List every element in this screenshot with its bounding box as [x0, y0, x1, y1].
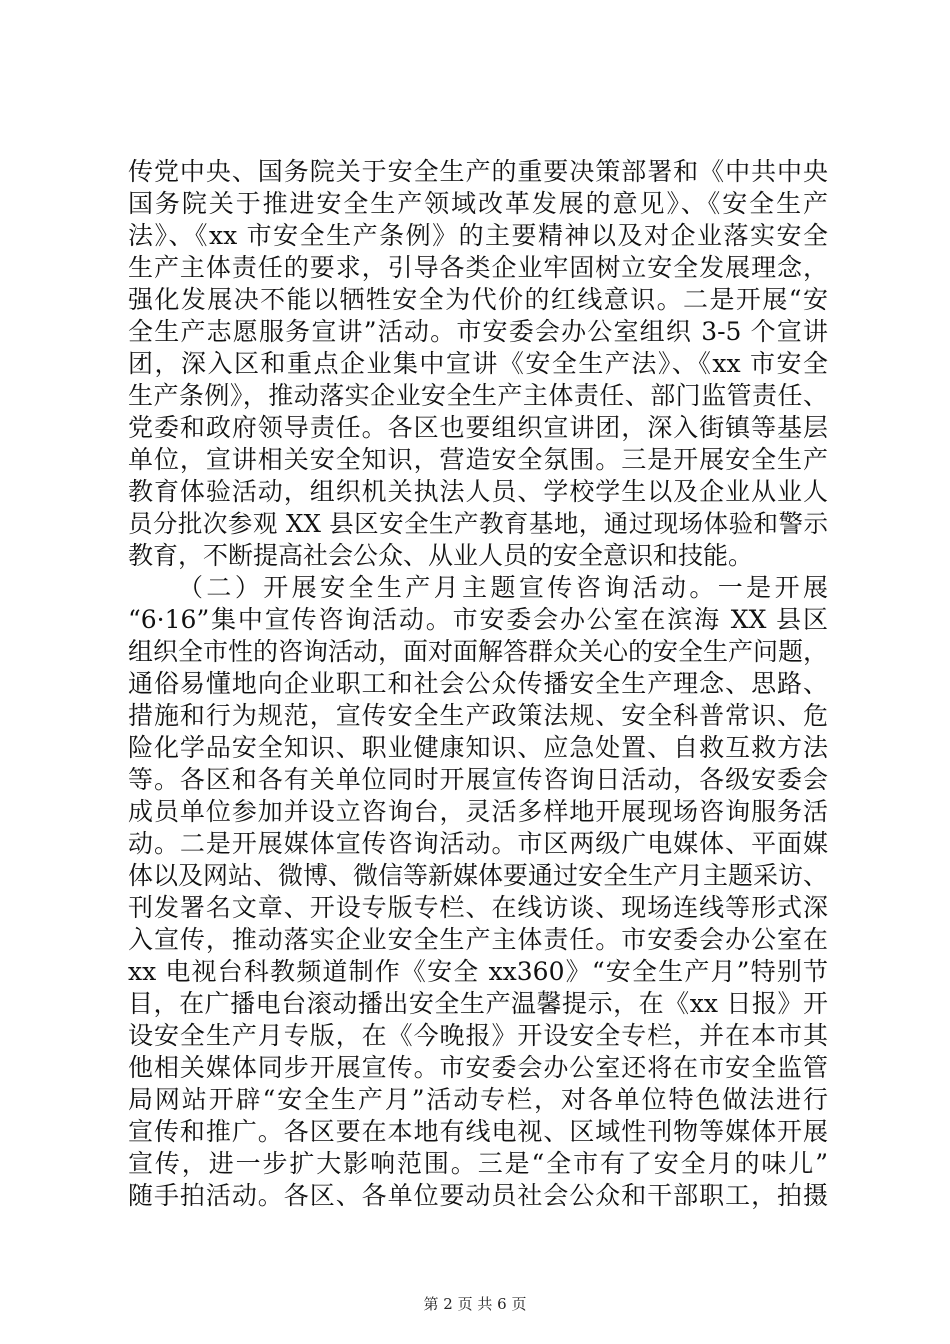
text-line: 法》、《xx 市安全生产条例》的主要精神以及对企业落实安全 [128, 221, 828, 250]
text-line: 员分批次参观 XX 县区安全生产教育基地，通过现场体验和警示 [128, 509, 828, 538]
text-line: 团，深入区和重点企业集中宣讲《安全生产法》、《xx 市安全 [128, 349, 828, 378]
text-line: 教育体验活动，组织机关执法人员、学校学生以及企业从业人 [128, 477, 828, 506]
text-line: 险化学品安全知识、职业健康知识、应急处置、自救互救方法 [128, 733, 828, 762]
text-line: 刊发署名文章、开设专版专栏、在线访谈、现场连线等形式深 [128, 893, 828, 922]
paragraph-2 [128, 572, 828, 1212]
text-line: 等。各区和各有关单位同时开展宣传咨询日活动，各级安委会 [128, 765, 828, 794]
text-line: 他相关媒体同步开展宣传。市安委会办公室还将在市安全监管 [128, 1053, 828, 1082]
text-line: 措施和行为规范，宣传安全生产政策法规、安全科普常识、危 [128, 701, 828, 730]
text-line: 传党中央、国务院关于安全生产的重要决策部署和《中共中央 [128, 157, 828, 186]
text-line: 宣传和推广。各区要在本地有线电视、区域性刊物等媒体开展 [128, 1117, 828, 1146]
text-line: （二）开展安全生产月主题宣传咨询活动。一是开展 [178, 573, 828, 602]
document-body [128, 156, 828, 1212]
text-line: 教育，不断提高社会公众、从业人员的安全意识和技能。 [128, 541, 754, 570]
text-line: 单位，宣讲相关安全知识，营造安全氛围。三是开展安全生产 [128, 445, 828, 474]
text-line: 设安全生产月专版，在《今晚报》开设安全专栏，并在本市其 [128, 1021, 828, 1050]
text-line: 全生产志愿服务宣讲”活动。市安委会办公室组织 3-5 个宣讲 [128, 317, 828, 346]
text-line: 组织全市性的咨询活动，面对面解答群众关心的安全生产问题， [128, 637, 829, 666]
text-line: xx 电视台科教频道制作《安全 xx360》“安全生产月”特别节 [128, 957, 828, 986]
text-line: 生产条例》，推动落实企业安全生产主体责任、部门监管责任、 [128, 381, 828, 410]
text-line: 动。二是开展媒体宣传咨询活动。市区两级广电媒体、平面媒 [128, 829, 828, 858]
text-line: 国务院关于推进安全生产领域改革发展的意见》、《安全生产 [128, 189, 828, 218]
text-line: 宣传，进一步扩大影响范围。三是“全市有了安全月的味儿” [128, 1149, 828, 1178]
text-line: 成员单位参加并设立咨询台，灵活多样地开展现场咨询服务活 [128, 797, 828, 826]
text-line: 随手拍活动。各区、各单位要动员社会公众和干部职工，拍摄 [128, 1181, 828, 1210]
text-line: 党委和政府领导责任。各区也要组织宣讲团，深入街镇等基层 [128, 413, 828, 442]
text-line: 强化发展决不能以牺牲安全为代价的红线意识。二是开展“安 [128, 285, 828, 314]
page-number-footer: 第 2 页 共 6 页 [423, 1295, 527, 1313]
text-line: 入宣传，推动落实企业安全生产主体责任。市安委会办公室在 [128, 925, 828, 954]
paragraph-1 [128, 156, 828, 572]
text-line: 生产主体责任的要求，引导各类企业牢固树立安全发展理念， [128, 253, 828, 282]
text-line: “6·16”集中宣传咨询活动。市安委会办公室在滨海 XX 县区 [128, 605, 828, 634]
text-line: 体以及网站、微博、微信等新媒体要通过安全生产月主题采访、 [128, 861, 829, 890]
text-line: 局网站开辟“安全生产月”活动专栏，对各单位特色做法进行 [128, 1085, 828, 1114]
text-line: 目，在广播电台滚动播出安全生产温馨提示，在《xx 日报》开 [128, 989, 828, 1018]
text-line: 通俗易懂地向企业职工和社会公众传播安全生产理念、思路、 [128, 669, 828, 698]
